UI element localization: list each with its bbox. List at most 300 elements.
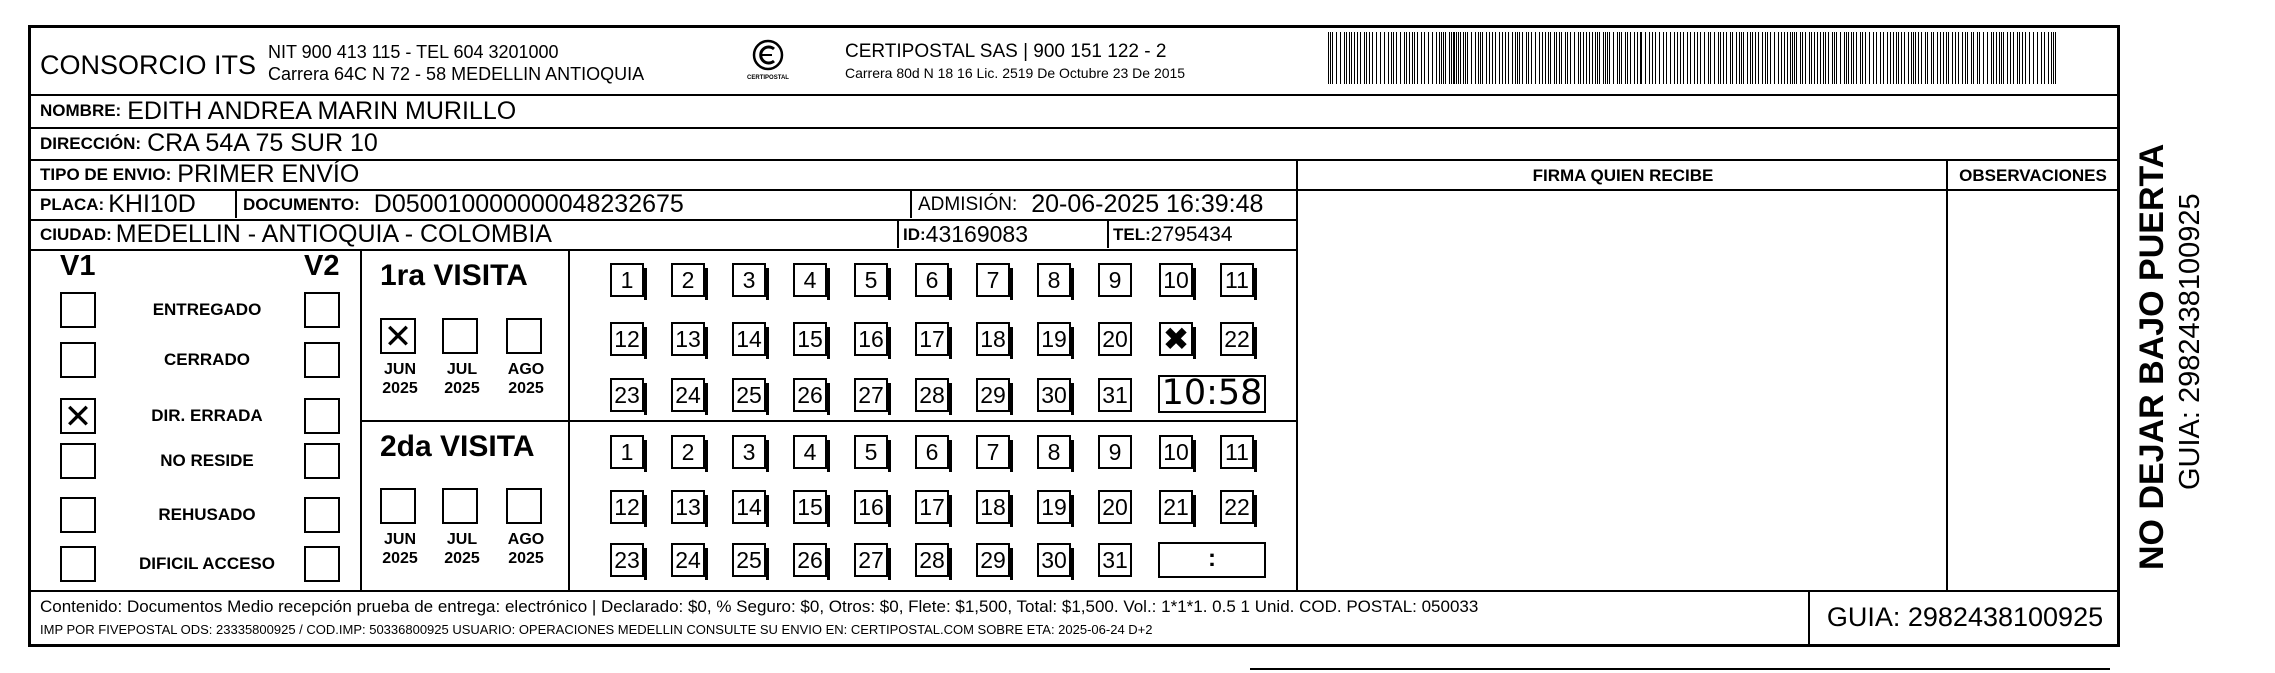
day-box[interactable]: 26 bbox=[793, 378, 827, 412]
month-checkbox[interactable] bbox=[442, 488, 478, 524]
firma-header: FIRMA QUIEN RECIBE bbox=[1532, 166, 1714, 185]
barcode-bar bbox=[2053, 32, 2054, 84]
month-checkbox[interactable] bbox=[380, 488, 416, 524]
barcode-bar bbox=[1809, 32, 1810, 84]
barcode-bar bbox=[1890, 32, 1891, 84]
barcode-bar bbox=[1597, 32, 1598, 84]
barcode-bar bbox=[1637, 32, 1638, 84]
barcode-bar bbox=[2041, 32, 2042, 84]
day-box[interactable]: 29 bbox=[976, 543, 1010, 577]
day-box[interactable]: 22 bbox=[1220, 322, 1254, 356]
barcode-bar bbox=[1851, 32, 1852, 84]
day-box[interactable]: 24 bbox=[671, 543, 705, 577]
barcode-bar bbox=[1718, 32, 1719, 84]
barcode-bar bbox=[1856, 32, 1857, 84]
day-box[interactable]: 6 bbox=[915, 435, 949, 469]
barcode-bar bbox=[1517, 32, 1518, 84]
barcode-bar bbox=[1765, 32, 1766, 84]
documento-cell bbox=[243, 191, 684, 218]
v2-checkbox[interactable] bbox=[304, 546, 340, 582]
barcode-bar bbox=[1404, 32, 1405, 84]
day-box[interactable]: 5 bbox=[854, 263, 888, 297]
observaciones-header: OBSERVACIONES bbox=[1959, 166, 2107, 185]
day-box[interactable]: 2 bbox=[671, 263, 705, 297]
day-box[interactable] bbox=[1159, 322, 1193, 356]
day-box[interactable]: 27 bbox=[854, 378, 888, 412]
day-box[interactable]: 10 bbox=[1159, 263, 1193, 297]
barcode-bar bbox=[1848, 32, 1849, 84]
barcode-bar bbox=[1630, 32, 1631, 84]
barcode-bar bbox=[1979, 32, 1980, 84]
documento-label: DOCUMENTO: bbox=[243, 194, 360, 214]
id-cell bbox=[903, 221, 1028, 248]
direccion-value: CRA 54A 75 SUR 10 bbox=[147, 129, 378, 157]
barcode-bar bbox=[1396, 32, 1397, 84]
day-box[interactable]: 10 bbox=[1159, 435, 1193, 469]
barcode-bar bbox=[1811, 32, 1812, 84]
day-box[interactable]: 25 bbox=[732, 543, 766, 577]
barcode-bar bbox=[1336, 32, 1337, 84]
barcode-bar bbox=[1697, 32, 1698, 84]
barcode-bar bbox=[1508, 32, 1509, 84]
barcode-bar bbox=[1814, 32, 1815, 84]
year-label: 2025 bbox=[444, 550, 480, 567]
status-label: DIFICIL ACCESO bbox=[138, 554, 275, 573]
barcode-bar bbox=[1475, 32, 1476, 84]
v1-checkbox[interactable] bbox=[60, 546, 96, 582]
day-box[interactable]: 18 bbox=[976, 322, 1010, 356]
day-box[interactable]: 13 bbox=[671, 322, 705, 356]
barcode-bar bbox=[1526, 32, 1527, 84]
barcode-bar bbox=[1535, 32, 1536, 84]
day-box[interactable]: 30 bbox=[1037, 378, 1071, 412]
barcode-bar bbox=[1453, 32, 1455, 84]
barcode-bar bbox=[1515, 32, 1516, 84]
barcode-bar bbox=[1627, 32, 1628, 84]
day-box[interactable]: 15 bbox=[793, 322, 827, 356]
day-box[interactable]: 26 bbox=[793, 543, 827, 577]
barcode-bar bbox=[1586, 32, 1587, 84]
barcode-bar bbox=[1330, 32, 1331, 84]
day-box[interactable]: 9 bbox=[1098, 263, 1132, 297]
barcode-bar bbox=[1522, 32, 1523, 84]
status-label: DIR. ERRADA bbox=[151, 406, 263, 425]
barcode-bar bbox=[1574, 32, 1575, 84]
barcode-bar bbox=[2001, 32, 2002, 84]
barcode-bar bbox=[1927, 32, 1928, 84]
barcode-bar bbox=[1652, 32, 1653, 84]
day-box[interactable]: 19 bbox=[1037, 322, 1071, 356]
barcode-bar bbox=[1904, 32, 1905, 84]
barcode-bar bbox=[1495, 32, 1496, 84]
day-box[interactable]: 14 bbox=[732, 322, 766, 356]
barcode-bar bbox=[1918, 32, 1919, 84]
day-box[interactable]: 1 bbox=[610, 263, 644, 297]
barcode-bar bbox=[1987, 32, 1988, 84]
barcode-bar bbox=[1351, 32, 1352, 84]
barcode-bar bbox=[1714, 32, 1715, 84]
barcode-bar bbox=[1680, 32, 1681, 84]
barcode-bar bbox=[1605, 32, 1606, 84]
barcode-bar bbox=[1720, 32, 1721, 84]
id-value: 43169083 bbox=[925, 221, 1029, 247]
barcode-bar bbox=[1561, 32, 1562, 84]
barcode-bar bbox=[1690, 32, 1691, 84]
barcode-bar bbox=[2055, 32, 2056, 84]
day-box[interactable]: 25 bbox=[732, 378, 766, 412]
ciudad-label: CIUDAD: bbox=[40, 224, 112, 244]
barcode-bar bbox=[1463, 32, 1464, 84]
barcode-bar bbox=[1451, 32, 1452, 84]
barcode-bar bbox=[1328, 32, 1329, 84]
barcode-bar bbox=[1460, 32, 1461, 84]
barcode-bar bbox=[1432, 32, 1433, 84]
day-box[interactable]: 28 bbox=[915, 378, 949, 412]
barcode-bar bbox=[1443, 32, 1444, 84]
barcode-bar bbox=[2003, 32, 2004, 84]
year-label: 2025 bbox=[508, 380, 544, 397]
barcode-bar bbox=[1360, 32, 1361, 84]
barcode-bar bbox=[1550, 32, 1551, 84]
v1-checkbox[interactable] bbox=[60, 443, 96, 479]
barcode-bar bbox=[1640, 32, 1642, 84]
barcode-bar bbox=[1844, 32, 1845, 84]
barcode-bar bbox=[1388, 32, 1389, 84]
direccion-label: DIRECCIÓN: bbox=[40, 133, 142, 153]
day-box[interactable]: 17 bbox=[915, 322, 949, 356]
barcode-bar bbox=[1996, 32, 1997, 84]
day-box[interactable]: 4 bbox=[793, 435, 827, 469]
month-checkbox[interactable] bbox=[442, 318, 478, 354]
barcode-bar bbox=[2013, 32, 2014, 84]
barcode-bar bbox=[1580, 32, 1581, 84]
barcode-bar bbox=[1710, 32, 1711, 84]
barcode-bar bbox=[1946, 32, 1947, 84]
month-checkbox[interactable] bbox=[506, 488, 542, 524]
month-label: JUL bbox=[446, 531, 478, 548]
barcode-bar bbox=[1502, 32, 1503, 84]
barcode-bar bbox=[1708, 32, 1709, 84]
barcode-bar bbox=[1973, 32, 1974, 84]
barcode-bar bbox=[1486, 32, 1487, 84]
barcode-bar bbox=[1694, 32, 1695, 84]
barcode-bar bbox=[1556, 32, 1557, 84]
status-label: REHUSADO bbox=[158, 505, 256, 524]
nombre-row bbox=[40, 96, 516, 126]
logo-text: CERTIPOSTAL bbox=[747, 75, 789, 81]
barcode-bar bbox=[1565, 32, 1566, 84]
barcode-bar bbox=[2010, 32, 2011, 84]
barcode-bar bbox=[1414, 32, 1415, 84]
carrier-line2: Carrera 80d N 18 16 Lic. 2519 De Octubre 23 De 2015 bbox=[845, 65, 1186, 81]
day-box[interactable]: 20 bbox=[1098, 322, 1132, 356]
day-box[interactable]: 14 bbox=[732, 490, 766, 524]
tel-label: TEL: bbox=[1113, 224, 1151, 244]
barcode-bar bbox=[1603, 32, 1604, 84]
barcode-bar bbox=[1796, 32, 1797, 84]
barcode-bar bbox=[1778, 32, 1779, 84]
barcode-bar bbox=[1828, 32, 1829, 84]
barcode-bar bbox=[1380, 32, 1381, 84]
barcode-bar bbox=[1609, 32, 1610, 84]
barcode-bar bbox=[1332, 32, 1333, 84]
barcode-bar bbox=[1542, 32, 1543, 84]
placa-label: PLACA: bbox=[40, 194, 105, 214]
day-box[interactable]: 12 bbox=[610, 322, 644, 356]
v2-checkbox[interactable] bbox=[304, 292, 340, 328]
month-year-label bbox=[436, 530, 488, 568]
year-label: 2025 bbox=[382, 550, 418, 567]
day-box[interactable]: 6 bbox=[915, 263, 949, 297]
v1-checkbox[interactable] bbox=[60, 397, 96, 437]
day-box[interactable]: 20 bbox=[1098, 490, 1132, 524]
day-box[interactable]: 3 bbox=[732, 263, 766, 297]
day-box[interactable]: 12 bbox=[610, 490, 644, 524]
barcode-bar bbox=[1512, 32, 1513, 84]
day-box[interactable]: 3 bbox=[732, 435, 766, 469]
barcode-bar bbox=[1832, 32, 1833, 84]
month-year-label bbox=[374, 360, 426, 398]
barcode-bar bbox=[1999, 32, 2000, 84]
day-box[interactable]: 4 bbox=[793, 263, 827, 297]
barcode-bar bbox=[2037, 32, 2038, 84]
barcode-bar bbox=[1391, 32, 1392, 84]
day-box[interactable]: 16 bbox=[854, 490, 888, 524]
day-box[interactable]: 7 bbox=[976, 435, 1010, 469]
barcode-bar bbox=[2048, 32, 2049, 84]
barcode-bar bbox=[1554, 32, 1555, 84]
v1-checkbox[interactable] bbox=[60, 292, 96, 328]
v1-checkbox[interactable] bbox=[60, 497, 96, 533]
barcode-bar bbox=[1376, 32, 1377, 84]
barcode-bar bbox=[2022, 32, 2023, 84]
visit1-time-value: 10:58 bbox=[1161, 373, 1263, 413]
v2-checkbox[interactable] bbox=[304, 443, 340, 479]
v1-checkbox[interactable] bbox=[60, 342, 96, 378]
barcode-bar bbox=[1943, 32, 1944, 84]
day-box[interactable]: 5 bbox=[854, 435, 888, 469]
day-box[interactable]: 17 bbox=[915, 490, 949, 524]
barcode-bar bbox=[2017, 32, 2018, 84]
tipo-value: PRIMER ENVÍO bbox=[177, 160, 360, 188]
side-title: NO DEJAR BAJO PUERTA bbox=[2133, 143, 2171, 570]
day-box[interactable]: 11 bbox=[1220, 435, 1254, 469]
barcode-bar bbox=[1787, 32, 1788, 84]
direccion-row bbox=[40, 129, 378, 158]
month-checkbox[interactable] bbox=[506, 318, 542, 354]
barcode-bar bbox=[1732, 32, 1733, 84]
v2-heading: V2 bbox=[304, 250, 340, 282]
barcode-bar bbox=[1645, 32, 1646, 84]
day-box[interactable]: 23 bbox=[610, 378, 644, 412]
barcode-bar bbox=[1412, 32, 1413, 84]
barcode-bar bbox=[1991, 32, 1992, 84]
barcode-bar bbox=[1471, 32, 1472, 84]
day-box[interactable]: 22 bbox=[1220, 490, 1254, 524]
day-box[interactable]: 30 bbox=[1037, 543, 1071, 577]
day-box[interactable]: 9 bbox=[1098, 435, 1132, 469]
barcode-bar bbox=[1613, 32, 1614, 84]
barcode-bar bbox=[1683, 32, 1684, 84]
barcode-bar bbox=[1567, 32, 1568, 84]
barcode-bar bbox=[1846, 32, 1847, 84]
month-label: AGO bbox=[507, 531, 545, 548]
barcode-bar bbox=[1977, 32, 1978, 84]
barcode-bar bbox=[1739, 32, 1740, 84]
documento-value: D050010000000048232675 bbox=[373, 190, 684, 218]
barcode-bar bbox=[1366, 32, 1367, 84]
footer-line1: Contenido: Documentos Medio recepción prueba de entrega: electrónico | Declarado: $0, % Seguro: $0, Otros: $0, Flete: $1,500, Total: $1,500. Vol.: 1*1*1. 0.5 1 Unid. COD. POSTAL: 050033 bbox=[40, 597, 1479, 616]
barcode-bar bbox=[1736, 32, 1737, 84]
month-year-label bbox=[374, 530, 426, 568]
day-box[interactable]: 23 bbox=[610, 543, 644, 577]
barcode-bar bbox=[1817, 32, 1818, 84]
barcode-bar bbox=[1962, 32, 1963, 84]
barcode-bar bbox=[1743, 32, 1744, 84]
barcode-bar bbox=[1655, 32, 1656, 84]
day-box[interactable]: 21 bbox=[1159, 490, 1193, 524]
barcode-bar bbox=[1955, 32, 1956, 84]
barcode-bar bbox=[1436, 32, 1437, 84]
barcode-bar bbox=[1952, 32, 1953, 84]
barcode-bar bbox=[1357, 32, 1358, 84]
v2-checkbox[interactable] bbox=[304, 497, 340, 533]
barcode-bar bbox=[1428, 32, 1429, 84]
barcode-bar bbox=[1478, 32, 1479, 84]
barcode-bar bbox=[2051, 32, 2052, 84]
barcode-bar bbox=[1445, 32, 1446, 84]
barcode-bar bbox=[1921, 32, 1922, 84]
barcode-bar bbox=[1384, 32, 1385, 84]
barcode-bar bbox=[1354, 32, 1355, 84]
day-box[interactable]: 1 bbox=[610, 435, 644, 469]
logo-icon bbox=[748, 38, 788, 72]
barcode-bar bbox=[1840, 32, 1841, 84]
month-label: AGO bbox=[507, 361, 545, 378]
tel-value: 2795434 bbox=[1150, 222, 1233, 246]
tipo-row bbox=[40, 161, 359, 188]
barcode-bar bbox=[1663, 32, 1664, 84]
barcode-bar bbox=[1417, 32, 1418, 84]
barcode-bar bbox=[1836, 32, 1837, 84]
barcode-bar bbox=[1880, 32, 1881, 84]
barcode-bar bbox=[1424, 32, 1425, 84]
day-box[interactable]: 8 bbox=[1037, 435, 1071, 469]
day-box[interactable]: 18 bbox=[976, 490, 1010, 524]
barcode-bar bbox=[1421, 32, 1422, 84]
barcode-bar bbox=[1482, 32, 1483, 84]
month-label: JUL bbox=[446, 361, 478, 378]
barcode-bar bbox=[1625, 32, 1626, 84]
barcode-bar bbox=[1915, 32, 1916, 84]
barcode-bar bbox=[1784, 32, 1785, 84]
barcode-bar bbox=[1346, 32, 1347, 84]
day-box[interactable]: 29 bbox=[976, 378, 1010, 412]
visit2-time bbox=[1158, 542, 1266, 578]
barcode-bar bbox=[1993, 32, 1994, 84]
v2-checkbox[interactable] bbox=[304, 398, 340, 434]
barcode-bar bbox=[1794, 32, 1795, 84]
barcode-bar bbox=[1344, 32, 1345, 84]
barcode-bar bbox=[1790, 32, 1791, 84]
barcode-bar bbox=[1860, 32, 1861, 84]
visit1-time bbox=[1158, 375, 1266, 413]
placa-value: KHI10D bbox=[108, 190, 196, 218]
day-box[interactable]: 11 bbox=[1220, 263, 1254, 297]
barcode-bar bbox=[1755, 32, 1756, 84]
day-box[interactable]: 27 bbox=[854, 543, 888, 577]
tel-cell bbox=[1113, 221, 1233, 248]
day-box[interactable]: 2 bbox=[671, 435, 705, 469]
barcode-bar bbox=[1369, 32, 1370, 84]
day-box[interactable]: 15 bbox=[793, 490, 827, 524]
v2-checkbox[interactable] bbox=[304, 342, 340, 378]
day-box[interactable]: 28 bbox=[915, 543, 949, 577]
company-line2: Carrera 64C N 72 - 58 MEDELLIN ANTIOQUIA bbox=[268, 64, 645, 84]
barcode-bar bbox=[1595, 32, 1596, 84]
barcode-bar bbox=[1876, 32, 1877, 84]
day-box[interactable]: 13 bbox=[671, 490, 705, 524]
admision-label: ADMISIÓN: bbox=[918, 193, 1018, 215]
day-box[interactable]: 7 bbox=[976, 263, 1010, 297]
day-box[interactable]: 16 bbox=[854, 322, 888, 356]
barcode-bar bbox=[1578, 32, 1579, 84]
barcode-bar bbox=[1480, 32, 1481, 84]
barcode-bar bbox=[1539, 32, 1540, 84]
barcode-bar bbox=[1559, 32, 1560, 84]
check-x-icon: ✕ bbox=[383, 317, 413, 357]
footer-line2: IMP POR FIVEPOSTAL ODS: 23335800925 / COD.IMP: 50336800925 USUARIO: OPERACIONES MEDELLIN CONSULTE SU ENVIO EN: CERTIPOSTAL.COM SOBRE ETA: 2025-06-24 D+2 bbox=[40, 622, 1153, 637]
barcode-bar bbox=[1599, 32, 1600, 84]
month-year-label bbox=[436, 360, 488, 398]
barcode-bar bbox=[1741, 32, 1742, 84]
barcode-bar bbox=[1901, 32, 1902, 84]
visit1-title: 1ra VISITA bbox=[380, 259, 528, 292]
day-box[interactable]: 31 bbox=[1098, 378, 1132, 412]
barcode-bar bbox=[1825, 32, 1826, 84]
barcode-bar bbox=[1752, 32, 1753, 84]
footer-guia: GUIA: 2982438100925 bbox=[1826, 602, 2104, 632]
barcode-bar bbox=[1634, 32, 1635, 84]
placa-cell bbox=[40, 191, 196, 218]
barcode-bar bbox=[1883, 32, 1884, 84]
barcode-bar bbox=[1349, 32, 1350, 84]
barcode-bar bbox=[1869, 32, 1870, 84]
barcode-bar bbox=[1792, 32, 1793, 84]
barcode-bar bbox=[1958, 32, 1959, 84]
day-box[interactable]: 24 bbox=[671, 378, 705, 412]
tipo-label: TIPO DE ENVIO: bbox=[40, 164, 172, 184]
side-guia: GUIA: 2982438100925 bbox=[2174, 193, 2206, 490]
ciudad-cell bbox=[40, 221, 552, 248]
barcode-bar bbox=[1393, 32, 1394, 84]
barcode-bar bbox=[1762, 32, 1763, 84]
barcode-bar bbox=[2033, 32, 2034, 84]
month-checkbox[interactable] bbox=[380, 317, 416, 357]
barcode-bar bbox=[1726, 32, 1727, 84]
barcode-bar bbox=[1467, 32, 1468, 84]
barcode-bar bbox=[2044, 32, 2045, 84]
day-box[interactable]: 8 bbox=[1037, 263, 1071, 297]
day-box[interactable]: 31 bbox=[1098, 543, 1132, 577]
barcode-bar bbox=[1896, 32, 1897, 84]
day-box[interactable]: 19 bbox=[1037, 490, 1071, 524]
barcode-bar bbox=[1730, 32, 1731, 84]
barcode-bar bbox=[1674, 32, 1675, 84]
barcode-bar bbox=[1887, 32, 1888, 84]
carrier-line1: CERTIPOSTAL SAS | 900 151 122 - 2 bbox=[845, 41, 1167, 62]
barcode-bar bbox=[1862, 32, 1863, 84]
